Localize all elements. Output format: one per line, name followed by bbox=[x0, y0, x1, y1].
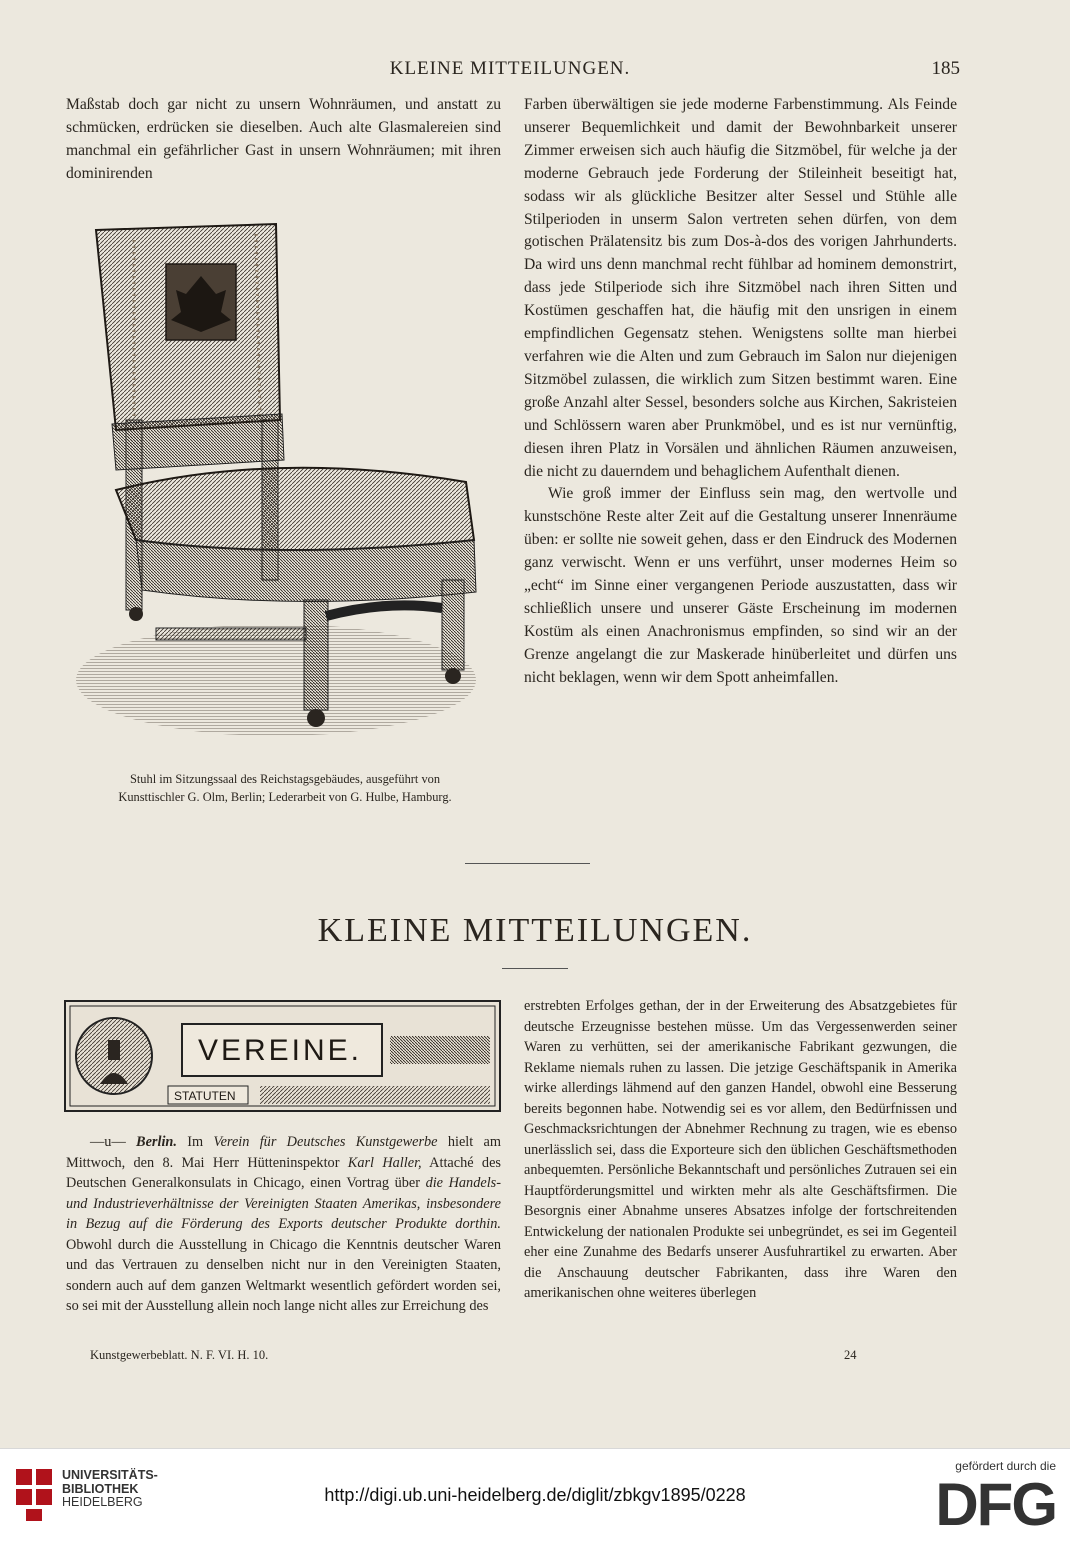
section-title: KLEINE MITTEILUNGEN. bbox=[317, 912, 753, 949]
signature-mark: 24 bbox=[844, 1348, 857, 1362]
paragraph: Farben überwältigen sie jede moderne Farbenstimmung. Als Feinde unserer Bequemlichkeit und damit der Bewohnbarkeit unserer Zimmer erweisen sich auch häufig die Sitzmöbel, für welche ja der moderne Gebrauch jede Forderung der Stileinheit beseitigt hat, sodass wir als glückliche Besitzer alter Sessel und Stühle alle Stilperioden in unserm Salon vertreten sehen dürfen, von dem gotischen Prälatensitz bis zum Dos-à-dos des vorigen Jahrhunderts. Da wird uns denn manchmal recht fühlbar ad hominem demonstrirt, dass jede Stilperiode sich ihre Sitzmöbel nach ihren Sitten und Kostümen geschaffen hat, die häufig mit den unsrigen in einem empfindlichen Gegensatz stehen. Wenigstens sollte man hierbei verfahren wie die Alten und zum Gebrauch im Salon nur diejenigen Sitzmöbel zulassen, die wirklich zum Sitzen bestimmt waren. Eine große Anzahl alter Sessel, besonders solche aus Kirchen, Sakristeien und Schlössern waren aber Prunkmöbel, und es ist nur vernünftig, diesen ihren Platz in Vorsälen und ähnlichen Räumen anzuweisen, die nicht zu dauerndem und behaglichem Aufenthalt dienen. bbox=[524, 96, 957, 480]
banner-word: VEREINE. bbox=[197, 1034, 363, 1067]
running-title: KLEINE MITTEILUNGEN. bbox=[389, 58, 631, 79]
paragraph: Wie groß immer der Einfluss sein mag, den wertvolle und kunstschöne Reste alter Zeit auf die Gestaltung unserer Innenräume üben: er sollte nie soweit gehen, dass er den Eindruck des Modernen ganz verwischt. Wenn er uns verführt, unser modernes Heim so „echt“ im Sinne einer vergangenen Periode auszustatten, dass wir schließlich unsere und unserer Gäste Erscheinung im modernen Kostüm als einen Anachronismus empfinden, so sind wir an der Grenze angelangt die zur Maskerade hinüberleitet und dürfen uns nicht beklagen, wenn wir dem Spott anheimfallen. bbox=[524, 485, 957, 686]
caption-line-2: Kunsttischler G. Olm, Berlin; Lederarbeit von G. Hulbe, Hamburg. bbox=[118, 790, 452, 804]
dfg-logo: DFG bbox=[935, 1471, 1056, 1538]
dfg-note: gefördert durch die bbox=[955, 1459, 1056, 1473]
running-head bbox=[60, 58, 960, 84]
text-run: Obwohl durch die Ausstellung in Chicago die Kenntnis deutscher Waren und das Vertrauen zu denselben nicht nur in den Vereinigten Staaten, sondern auch auf dem ganzen Weltmarkt wesentlich gefördert worden sei, so sei mit der Ausstellung allein noch lange nicht alles zur Erreichung des bbox=[66, 1236, 501, 1314]
paragraph: Maßstab doch gar nicht zu unsern Wohnräumen, und anstatt zu schmücken, erdrücken sie dieselben. Auch alte Glasmalereien sind manchmal ein gefährlicher Gast in unsern Wohnräumen; mit ihren dominirenden bbox=[66, 96, 501, 182]
permalink-url[interactable]: http://digi.ub.uni-heidelberg.de/diglit/zbkgv1895/0228 bbox=[324, 1485, 746, 1505]
figure-caption bbox=[60, 770, 510, 806]
ub-line: UNIVERSITÄTS- bbox=[62, 1468, 158, 1482]
caption-line-1: Stuhl im Sitzungssaal des Reichstagsgebäudes, ausgeführt von bbox=[129, 772, 441, 786]
italic-run: die Handels- und Industrieverhältnisse der Vereinigten Staaten Amerikas, insbesondere in Bezug auf die Förderung des Exports deutscher Produkte dorthin. bbox=[66, 1175, 501, 1232]
journal-footer: Kunstgewerbeblatt. N. F. VI. H. 10. bbox=[90, 1348, 269, 1362]
section-divider bbox=[465, 863, 590, 864]
report-byline: Berlin. bbox=[136, 1134, 177, 1150]
text-run: hielt am Mittwoch, den 8. Mai Herr Hütteninspektor bbox=[66, 1134, 501, 1171]
text-run: Im bbox=[176, 1134, 214, 1150]
ub-line: HEIDELBERG bbox=[62, 1495, 143, 1509]
left-column-top bbox=[66, 94, 501, 186]
ub-line: BIBLIOTHEK bbox=[62, 1481, 139, 1496]
chair-engraving bbox=[76, 220, 496, 740]
paragraph: erstrebten Erfolges gethan, der in der Erweiterung des Absatzgebietes für deutsche Erzeugnisse bestehen müsse. Um das Vergessenwerden seiner Waren zu verhütten, sei der amerikanische Fabrikant gezwungen, die Reklame niemals ruhen zu lassen. Die jetzige Geschäftspanik in Amerika wirke allerdings lähmend auf den ganzen Handel, obwohl eine Besserung bereits begonnen habe. Notwendig sei es vor allem, den Bedürfnissen und Geschmacksrichtungen der Abnehmer Rechnung zu tragen, wie es ebenso unerlässlich sei, dass die Exporteure sich den üblichen Geschäftsmethoden anbequemten. Persönliche Bekanntschaft und persönliches Zutrauen sei ein Hauptförderungsmittel und wirkten mehr als alte Geschäftsfirmen. Die Besorgnis einer Abnahme unseres Absatzes infolge der fortschreitenden Entwickelung der nationalen Produkte sei unbegründet, es sei im Gegenteil eher eine Zunahme des Bedarfs unserer Ausfuhrartikel zu erwarten. Aber die Anschauung deutscher Fabrikanten, dass ihre Waren den amerikanischen ohne weiteres überlegen bbox=[524, 998, 957, 1301]
right-column-top bbox=[524, 94, 957, 690]
report-paragraph bbox=[66, 1132, 501, 1317]
text-run: Attaché des Deutschen Generalkonsulats in Chicago, einen Vortrag über bbox=[66, 1154, 501, 1191]
italic-run: Karl Haller, bbox=[347, 1154, 422, 1171]
page-number: 185 bbox=[931, 58, 960, 79]
vereine-banner bbox=[64, 1000, 501, 1112]
left-column-bottom bbox=[66, 1132, 501, 1317]
banner-sub: STATUTEN bbox=[174, 1089, 236, 1103]
italic-run: Verein für Deutsches Kunstgewerbe bbox=[213, 1134, 438, 1150]
right-column-bottom bbox=[524, 996, 957, 1304]
report-prefix: —u— bbox=[90, 1134, 137, 1150]
title-underline bbox=[502, 968, 568, 969]
viewer-footer-bar bbox=[0, 1448, 1070, 1543]
